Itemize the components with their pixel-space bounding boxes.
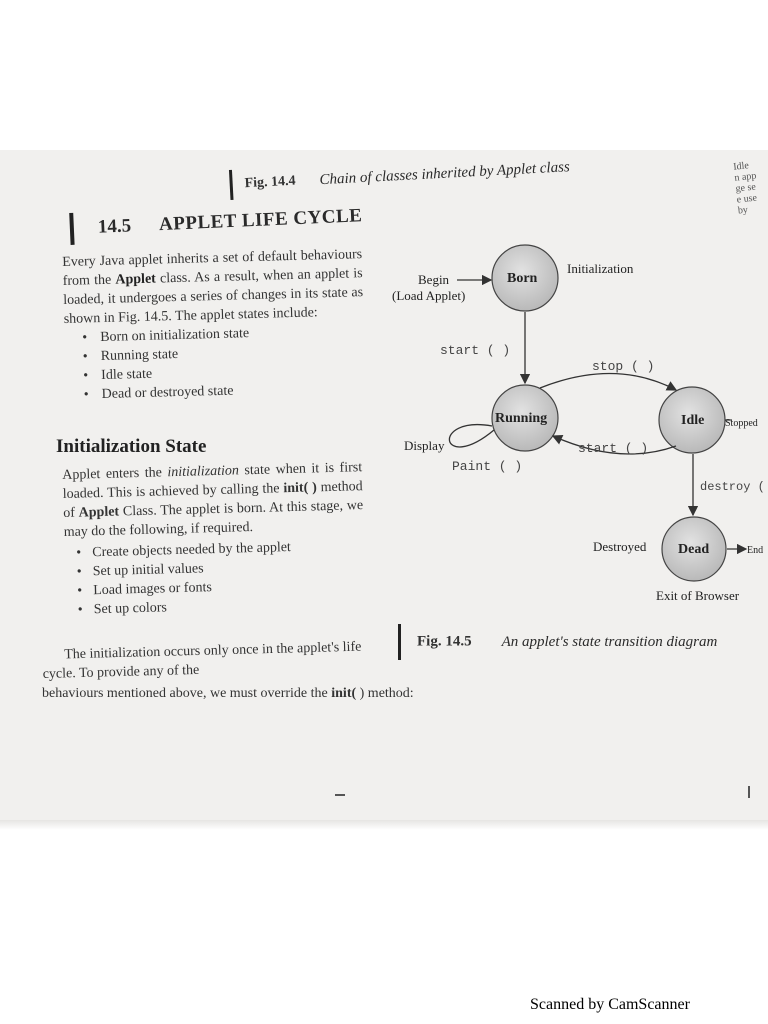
display-label: Display [404, 438, 445, 453]
list-item: • Set up colors [78, 593, 366, 620]
section-title: APPLET LIFE CYCLE [158, 205, 363, 236]
body-text: state when it is first loaded. This is achieved by calling the [62, 460, 363, 502]
page-mark [748, 786, 750, 798]
intro-paragraph [62, 245, 366, 405]
stop-arrow [540, 373, 676, 390]
figure-caption: An applet's state transition diagram [501, 633, 718, 650]
stop-label: stop ( ) [592, 359, 655, 374]
end-label: End [747, 545, 764, 556]
list-item: • Set up initial values [77, 555, 365, 582]
page-mark [335, 794, 345, 796]
state-born-label: Born [507, 271, 538, 286]
figure-marker-bar [398, 624, 401, 660]
stopped-label: Stopped [725, 418, 758, 429]
figure-label: Fig. 14.4 [244, 173, 296, 192]
method-name: init( [331, 686, 357, 701]
body-text: Class. The applet is born. At this stage, we may do the following, if required. [63, 498, 364, 540]
heading-marker-bar [69, 213, 74, 245]
state-dead-label: Dead [678, 542, 710, 557]
destroyed-label: Destroyed [593, 539, 647, 554]
italic-term: initialization [167, 463, 240, 481]
begin-label: Begin [418, 272, 450, 287]
list-item: • Idle state [83, 359, 365, 385]
adjacent-line: e use [736, 192, 758, 206]
intro-bold: Applet [115, 271, 157, 288]
adjacent-line: by [737, 204, 749, 217]
intro-text: Every Java applet inherits a set of default behaviours from the [62, 247, 363, 289]
subsection-heading: Initialization State [56, 436, 207, 457]
method-name: init( ) [283, 480, 317, 497]
start-label-2: start ( ) [578, 441, 649, 456]
state-list [64, 321, 366, 405]
body-text: Applet enters the [62, 465, 168, 483]
figure-14-5-caption [398, 624, 768, 664]
destroy-label: destroy ( [700, 480, 765, 494]
body-text: ) method: [356, 686, 414, 701]
initialization-label: Initialization [567, 261, 634, 276]
body-text: behaviours mentioned above, we must override the [42, 686, 332, 701]
list-item: • Load images or fonts [77, 574, 365, 601]
adjacent-line: n app [733, 170, 757, 184]
figure-label: Fig. 14.5 [417, 633, 472, 650]
adjacent-line: ge se [735, 181, 757, 195]
class-name: Applet [78, 504, 120, 521]
load-applet-label: (Load Applet) [392, 288, 466, 303]
list-item: • Born on initialization state [82, 321, 364, 347]
closing-paragraph: The initialization occurs only once in the applet's life cycle. To provide any of the [42, 639, 362, 682]
closing-line [42, 686, 522, 702]
list-item: • Running state [82, 340, 364, 366]
initialization-paragraph [62, 458, 366, 620]
section-number: 14.5 [97, 215, 132, 238]
display-loop [449, 425, 494, 447]
state-idle-label: Idle [681, 413, 705, 428]
list-item: • Create objects needed by the applet [76, 536, 364, 563]
list-item: • Dead or destroyed state [83, 378, 365, 404]
start-label-1: start ( ) [440, 343, 511, 358]
paint-label: Paint ( ) [452, 459, 523, 474]
figure-caption: Chain of classes inherited by Applet class [319, 158, 571, 188]
intro-text: class. As a result, when an applet is loaded, it undergoes a series of changes in its state as shown in Fig. 14.5. The applet states include: [63, 266, 364, 327]
page-edge [0, 820, 768, 830]
exit-browser-label: Exit of Browser [656, 588, 740, 603]
state-running-label: Running [495, 411, 548, 426]
initialization-task-list [64, 536, 366, 620]
figure-marker-bar [229, 170, 234, 200]
adjacent-line: Idle [732, 160, 750, 173]
state-transition-diagram [380, 240, 768, 620]
body-text: method of [63, 479, 363, 521]
scanner-watermark: Scanned by CamScanner [530, 996, 690, 1013]
